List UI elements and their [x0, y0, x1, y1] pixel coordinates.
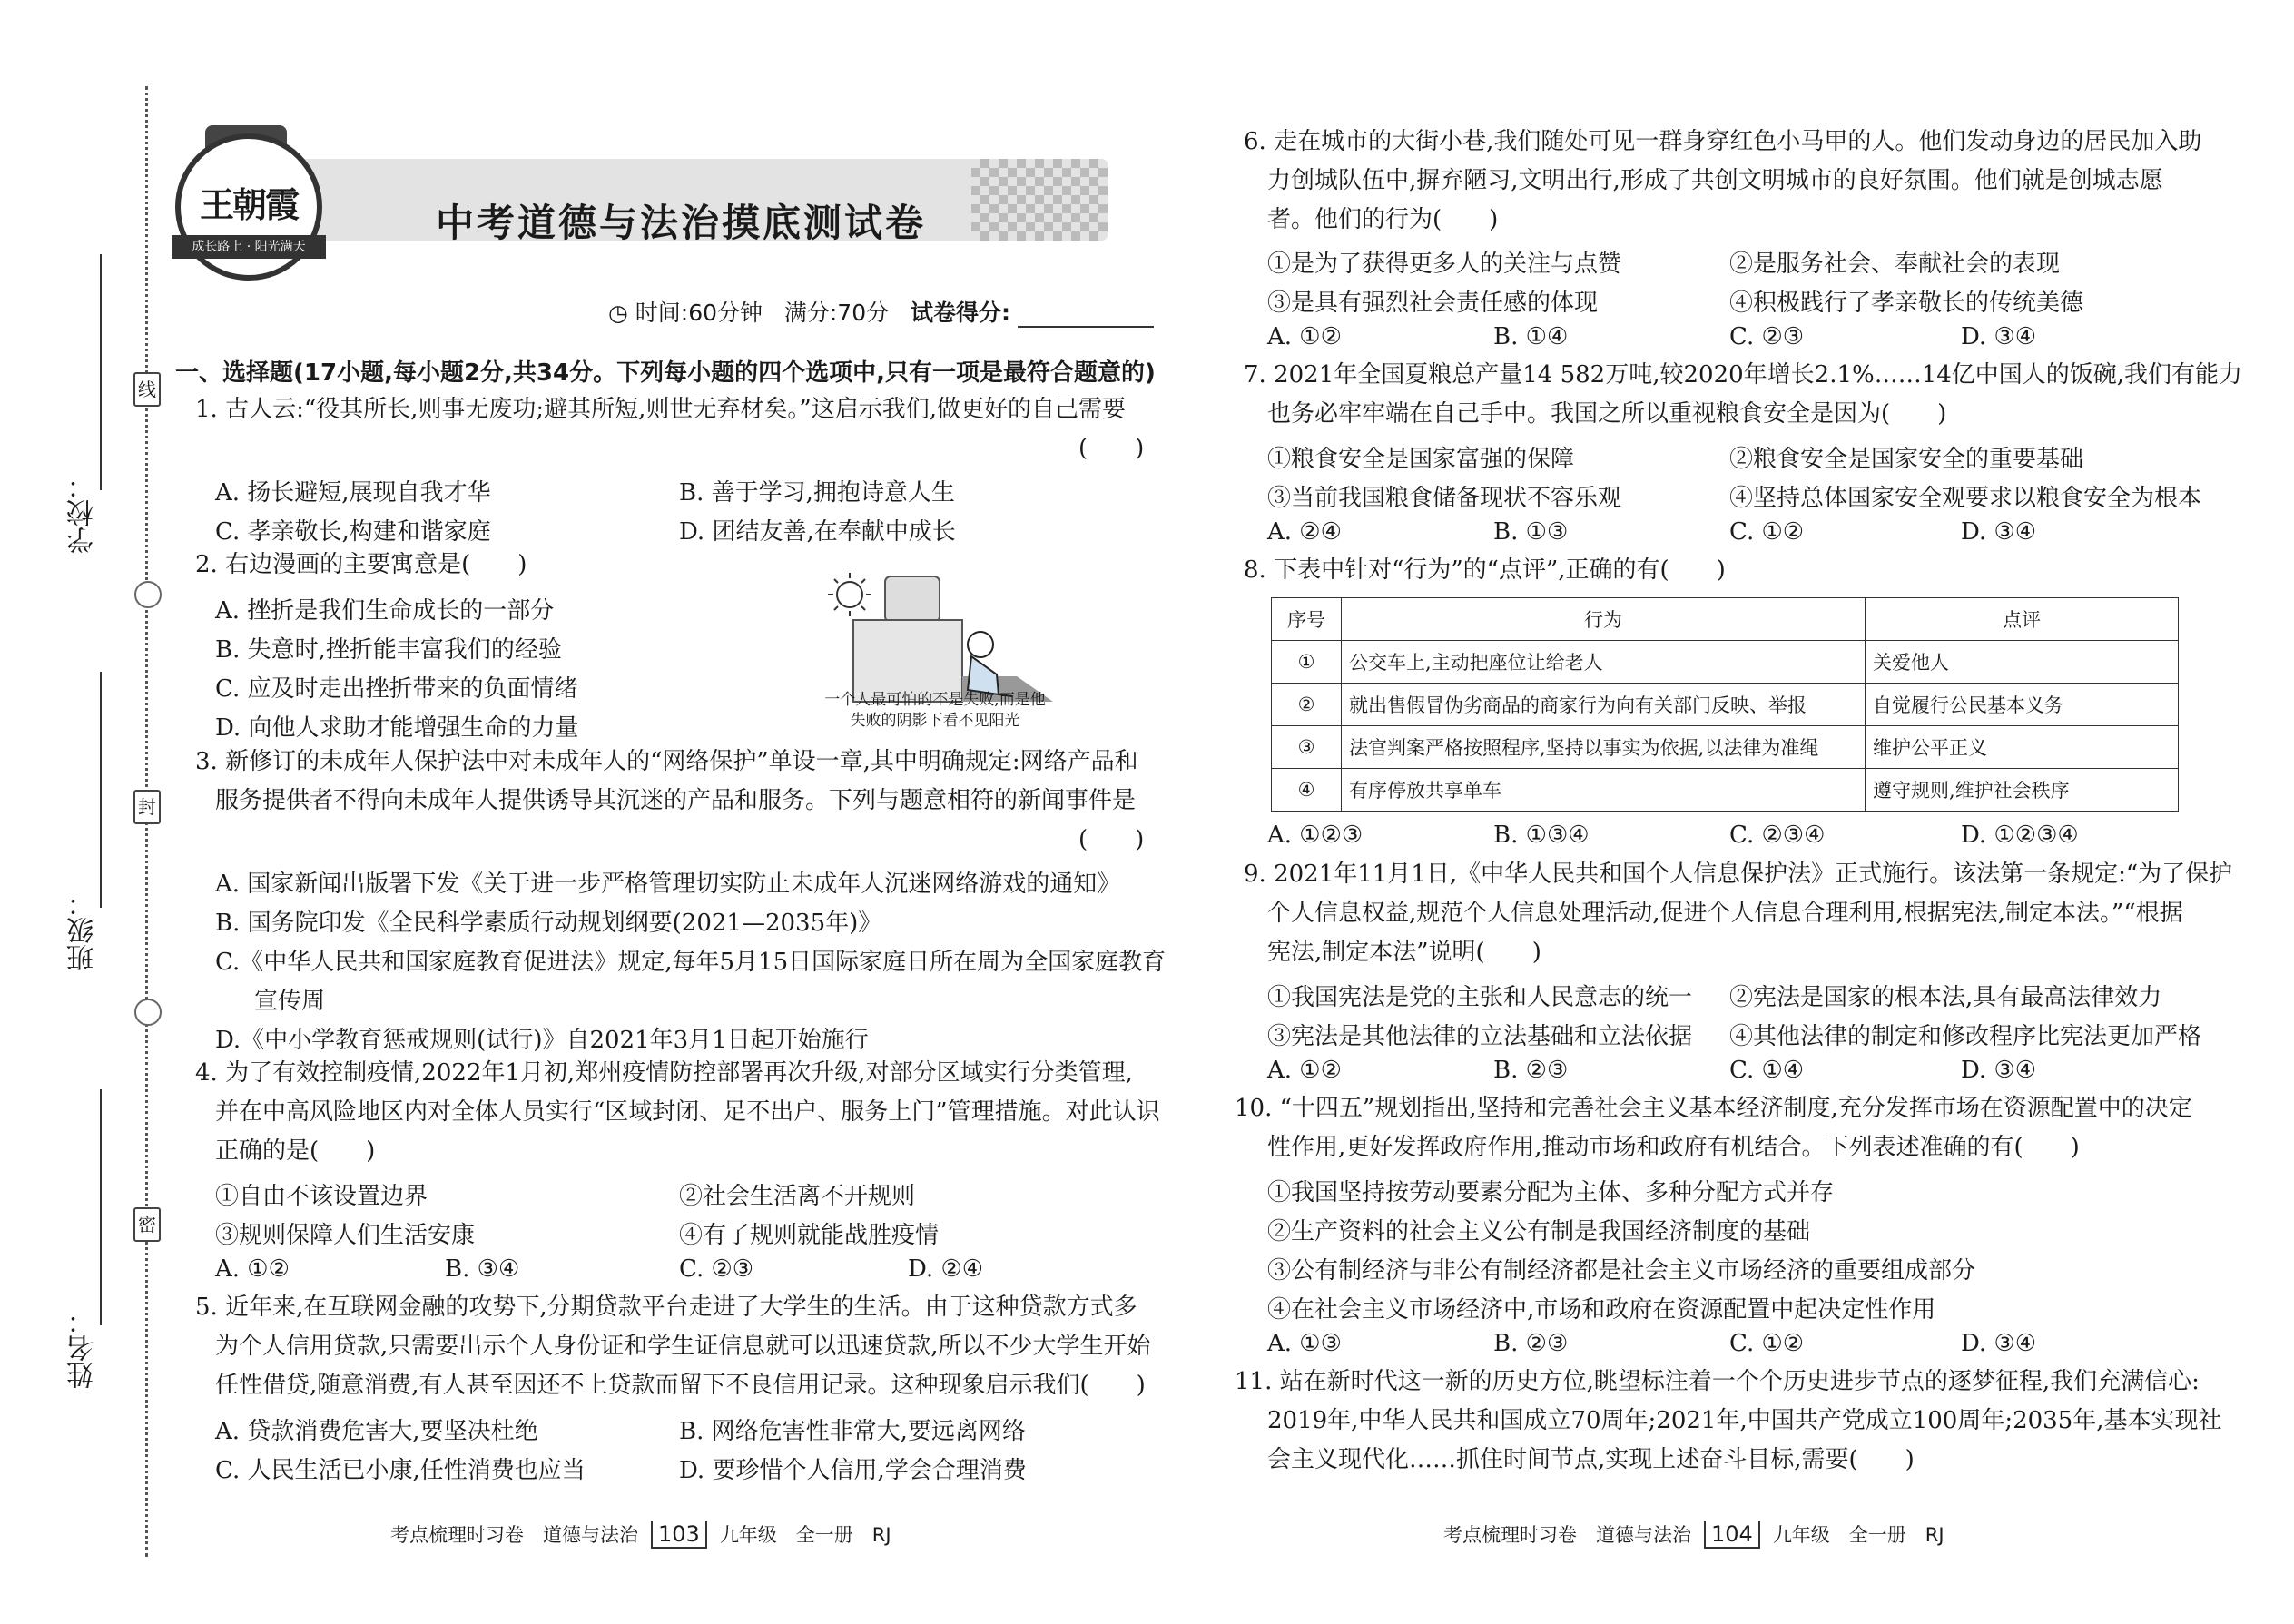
q10-option-c[interactable]: C. ①② [1729, 1330, 1805, 1357]
q1-option-d[interactable]: D. 团结友善,在奉献中成长 [679, 518, 956, 546]
name-label: 姓名： [67, 1307, 99, 1389]
exam-full-score: 满分:70分 [783, 300, 890, 326]
q11-stem-line: 会主义现代化……抓住时间节点,实现上述奋斗目标,需要( ) [1267, 1446, 1915, 1473]
footer-grade: 九年级 全一册 RJ [719, 1524, 891, 1546]
q3-stem-line: 3. 新修订的未成年人保护法中对未成年人的“网络保护”单设一章,其中明确规定:网络产品和 [195, 748, 1138, 775]
q4-statement-4: ④有了规则就能战胜疫情 [679, 1222, 940, 1249]
q2-stem: 2. 右边漫画的主要寓意是( ) [195, 551, 527, 578]
q8-option-c[interactable]: C. ②③④ [1729, 822, 1826, 849]
q9-stem-line: 宪法,制定本法”说明( ) [1267, 939, 1541, 966]
q7-statement-2: ②粮食安全是国家安全的重要基础 [1729, 446, 2084, 473]
table-header: 行为 [1342, 598, 1866, 641]
q3-answer-paren[interactable]: ( ) [1078, 826, 1145, 853]
table-cell: 关爱他人 [1866, 641, 2179, 684]
q1-option-c[interactable]: C. 孝亲敬长,构建和谐家庭 [215, 518, 491, 546]
table-cell: 就出售假冒伪劣商品的商家行为向有关部门反映、举报 [1342, 684, 1866, 726]
page-number: 104 [1704, 1521, 1760, 1549]
q4-option-b[interactable]: B. ③④ [445, 1255, 520, 1283]
q4-statement-2: ②社会生活离不开规则 [679, 1183, 916, 1210]
q2-option-c[interactable]: C. 应及时走出挫折带来的负面情绪 [215, 675, 578, 703]
school-label: 学校： [67, 472, 99, 554]
q7-statement-1: ①粮食安全是国家富强的保障 [1267, 446, 1575, 473]
q4-option-a[interactable]: A. ①② [215, 1255, 290, 1283]
q4-stem-line: 正确的是( ) [215, 1137, 376, 1165]
q6-option-a[interactable]: A. ①② [1267, 323, 1342, 350]
table-cell: ② [1272, 684, 1342, 726]
q10-statement-4: ④在社会主义市场经济中,市场和政府在资源配置中起决定性作用 [1267, 1296, 1936, 1324]
exam-time: 时间:60分钟 [635, 300, 763, 326]
q5-stem-line: 为个人信用贷款,只需要出示个人身份证和学生证信息就可以迅速贷款,所以不少大学生开始 [215, 1333, 1151, 1360]
q4-statement-3: ③规则保障人们生活安康 [215, 1222, 476, 1249]
q9-stem-line: 9. 2021年11月1日,《中华人民共和国个人信息保护法》正式施行。该法第一条规定:“为了保护 [1244, 861, 2233, 888]
q2-option-b[interactable]: B. 失意时,挫折能丰富我们的经验 [215, 636, 562, 664]
q6-statement-4: ④积极践行了孝亲敬长的传统美德 [1729, 290, 2084, 317]
q9-stem-line: 个人信息权益,规范个人信息处理活动,促进个人信息合理利用,根据宪法,制定本法。”“根据 [1267, 900, 2183, 927]
q2-option-d[interactable]: D. 向他人求助才能增强生命的力量 [215, 714, 579, 742]
table-cell: ① [1272, 641, 1342, 684]
q8-option-d[interactable]: D. ①②③④ [1961, 822, 2079, 849]
q4-stem-line: 4. 为了有效控制疫情,2022年1月初,郑州疫情防控部署再次升级,对部分区域实行分类管理, [195, 1059, 1133, 1087]
q10-option-d[interactable]: D. ③④ [1961, 1330, 2037, 1357]
footer-book: 考点梳理时习卷 道德与法治 [1443, 1524, 1691, 1546]
q6-statement-2: ②是服务社会、奉献社会的表现 [1729, 251, 2061, 278]
class-label: 班级： [67, 890, 99, 971]
q6-stem-line: 者。他们的行为( ) [1267, 206, 1499, 233]
q10-stem-line: 性作用,更好发挥政府作用,推动市场和政府有机结合。下列表述准确的有( ) [1267, 1134, 2080, 1161]
q5-option-c[interactable]: C. 人民生活已小康,任性消费也应当 [215, 1457, 586, 1484]
q3-option-d[interactable]: D.《中小学教育惩戒规则(试行)》自2021年3月1日起开始施行 [215, 1027, 869, 1054]
page-number: 103 [651, 1521, 707, 1549]
q6-statement-1: ①是为了获得更多人的关注与点赞 [1267, 251, 1622, 278]
table-header: 点评 [1866, 598, 2179, 641]
q5-option-a[interactable]: A. 贷款消费危害大,要坚决杜绝 [215, 1418, 538, 1445]
q6-statement-3: ③是具有强烈社会责任感的体现 [1267, 290, 1599, 317]
q7-option-d[interactable]: D. ③④ [1961, 518, 2037, 546]
table-header: 序号 [1272, 598, 1342, 641]
q7-option-a[interactable]: A. ②④ [1267, 518, 1342, 546]
q10-stem-line: 10. “十四五”规划指出,坚持和完善社会主义基本经济制度,充分发挥市场在资源配置中的决定 [1235, 1095, 2192, 1122]
q6-option-c[interactable]: C. ②③ [1729, 323, 1805, 350]
q3-option-c-cont: 宣传周 [254, 988, 326, 1015]
table-cell: ③ [1272, 726, 1342, 769]
q1-option-b[interactable]: B. 善于学习,拥抱诗意人生 [679, 479, 955, 507]
q4-statement-1: ①自由不该设置边界 [215, 1183, 428, 1210]
q9-statement-3: ③宪法是其他法律的立法基础和立法依据 [1267, 1023, 1693, 1050]
table-cell: 有序停放共享单车 [1342, 769, 1866, 812]
q11-stem-line: 2019年,中华人民共和国成立70周年;2021年,中国共产党成立100周年;2035年,基本实现社 [1267, 1407, 2222, 1434]
table-cell: 自觉履行公民基本义务 [1866, 684, 2179, 726]
section-heading: 一、选择题(17小题,每小题2分,共34分。下列每小题的四个选项中,只有一项是最符合题意的) [175, 359, 1156, 387]
q4-option-c[interactable]: C. ②③ [679, 1255, 754, 1283]
bind-mark-dense: 密 [133, 1207, 161, 1242]
q1-stem: 1. 古人云:“役其所长,则事无废功;避其所短,则世无弃材矣。”这启示我们,做更好的自己需要 [195, 396, 1126, 423]
q8-option-b[interactable]: B. ①③④ [1493, 822, 1590, 849]
q7-stem-line: 也务必牢牢端在自己手中。我国之所以重视粮食安全是因为( ) [1267, 400, 1947, 428]
table-cell: ④ [1272, 769, 1342, 812]
caption-line: 一个人最可怕的不是失败,而是他 [824, 691, 1046, 709]
logo-name: 王朝霞 [199, 184, 298, 225]
q5-option-b[interactable]: B. 网络危害性非常大,要远离网络 [679, 1418, 1026, 1445]
q7-stem-line: 7. 2021年全国夏粮总产量14 582万吨,较2020年增长2.1%……14亿中国人的饭碗,我们有能力 [1244, 361, 2243, 389]
q9-option-c[interactable]: C. ①④ [1729, 1057, 1805, 1084]
q1-option-a[interactable]: A. 扬长避短,展现自我才华 [215, 479, 491, 507]
q11-stem-line: 11. 站在新时代这一新的历史方位,眺望标注着一个个历史进步节点的逐梦征程,我们充满信心: [1235, 1368, 2200, 1395]
q6-stem-line: 力创城队伍中,摒弃陋习,文明出行,形成了共创文明城市的良好氛围。他们就是创城志愿 [1267, 167, 2163, 194]
q3-stem-line: 服务提供者不得向未成年人提供诱导其沉迷的产品和服务。下列与题意相符的新闻事件是 [215, 787, 1137, 814]
q9-option-d[interactable]: D. ③④ [1961, 1057, 2037, 1084]
page-footer [1443, 1521, 1944, 1549]
q7-statement-4: ④坚持总体国家安全观要求以粮食安全为根本 [1729, 485, 2202, 512]
q5-stem-line: 5. 近年来,在互联网金融的攻势下,分期贷款平台走进了大学生的生活。由于这种贷款方式多 [195, 1294, 1137, 1321]
table-cell: 维护公平正义 [1866, 726, 2179, 769]
q6-stem-line: 6. 走在城市的大街小巷,我们随处可见一群身穿红色小马甲的人。他们发动身边的居民加入助 [1244, 128, 2202, 155]
q6-option-d[interactable]: D. ③④ [1961, 323, 2037, 350]
q2-option-a[interactable]: A. 挫折是我们生命成长的一部分 [215, 597, 555, 625]
q8-option-a[interactable]: A. ①②③ [1267, 822, 1364, 849]
q10-statement-1: ①我国坚持按劳动要素分配为主体、多种分配方式并存 [1267, 1179, 1835, 1206]
q8-table [1271, 597, 2179, 812]
q9-statement-4: ④其他法律的制定和修改程序比宪法更加严格 [1729, 1023, 2202, 1050]
q10-statement-3: ③公有制经济与非公有制经济都是社会主义市场经济的重要组成部分 [1267, 1257, 1976, 1284]
logo-tagline: 成长路上 · 阳光满天 [172, 235, 326, 259]
q7-option-b[interactable]: B. ①③ [1493, 518, 1569, 546]
q9-statement-2: ②宪法是国家的根本法,具有最高法律效力 [1729, 984, 2162, 1011]
page-title: 中考道德与法治摸底测试卷 [436, 201, 927, 245]
q9-statement-1: ①我国宪法是党的主张和人民意志的统一 [1267, 984, 1693, 1011]
q7-statement-3: ③当前我国粮食储备现状不容乐观 [1267, 485, 1622, 512]
q3-option-c[interactable]: C.《中华人民共和国家庭教育促进法》规定,每年5月15日国际家庭日所在周为全国家庭教育 [215, 949, 1167, 976]
q9-option-a[interactable]: A. ①② [1267, 1057, 1342, 1084]
table-row [1272, 726, 2179, 769]
q3-option-b[interactable]: B. 国务院印发《全民科学素质行动规划纲要(2021—2035年)》 [215, 910, 882, 937]
q3-option-a[interactable]: A. 国家新闻出版署下发《关于进一步严格管理切实防止未成年人沉迷网络游戏的通知》 [215, 871, 1121, 898]
table-header-row [1272, 598, 2179, 641]
table-cell: 遵守规则,维护社会秩序 [1866, 769, 2179, 812]
q1-answer-paren[interactable]: ( ) [1078, 435, 1145, 462]
clock-icon: ◷ [608, 300, 628, 326]
bind-mark-seal: 封 [133, 790, 161, 824]
q10-statement-2: ②生产资料的社会主义公有制是我国经济制度的基础 [1267, 1218, 1811, 1245]
q7-option-c[interactable]: C. ①② [1729, 518, 1805, 546]
q4-option-d[interactable]: D. ②④ [908, 1255, 984, 1283]
q5-option-d[interactable]: D. 要珍惜个人信用,学会合理消费 [679, 1457, 1027, 1484]
q8-stem: 8. 下表中针对“行为”的“点评”,正确的有( ) [1244, 556, 1726, 584]
q10-option-b[interactable]: B. ②③ [1493, 1330, 1569, 1357]
exam-score-label: 试卷得分: [910, 300, 1010, 326]
q10-option-a[interactable]: A. ①③ [1267, 1330, 1342, 1357]
footer-book: 考点梳理时习卷 道德与法治 [390, 1524, 638, 1546]
table-row [1272, 769, 2179, 812]
table-cell: 法官判案严格按照程序,坚持以事实为依据,以法律为准绳 [1342, 726, 1866, 769]
q4-stem-line: 并在中高风险地区内对全体人员实行“区域封闭、足不出户、服务上门”管理措施。对此认识 [215, 1098, 1160, 1126]
q5-stem-line: 任性借贷,随意消费,有人甚至因还不上贷款而留下不良信用记录。这种现象启示我们( ) [215, 1372, 1146, 1399]
bind-mark-line: 线 [133, 372, 161, 407]
q6-option-b[interactable]: B. ①④ [1493, 323, 1569, 350]
footer-grade: 九年级 全一册 RJ [1772, 1524, 1944, 1546]
table-row [1272, 684, 2179, 726]
q9-option-b[interactable]: B. ②③ [1493, 1057, 1569, 1084]
table-row [1272, 641, 2179, 684]
table-cell: 公交车上,主动把座位让给老人 [1342, 641, 1866, 684]
caption-line: 失败的阴影下看不见阳光 [850, 712, 1020, 730]
